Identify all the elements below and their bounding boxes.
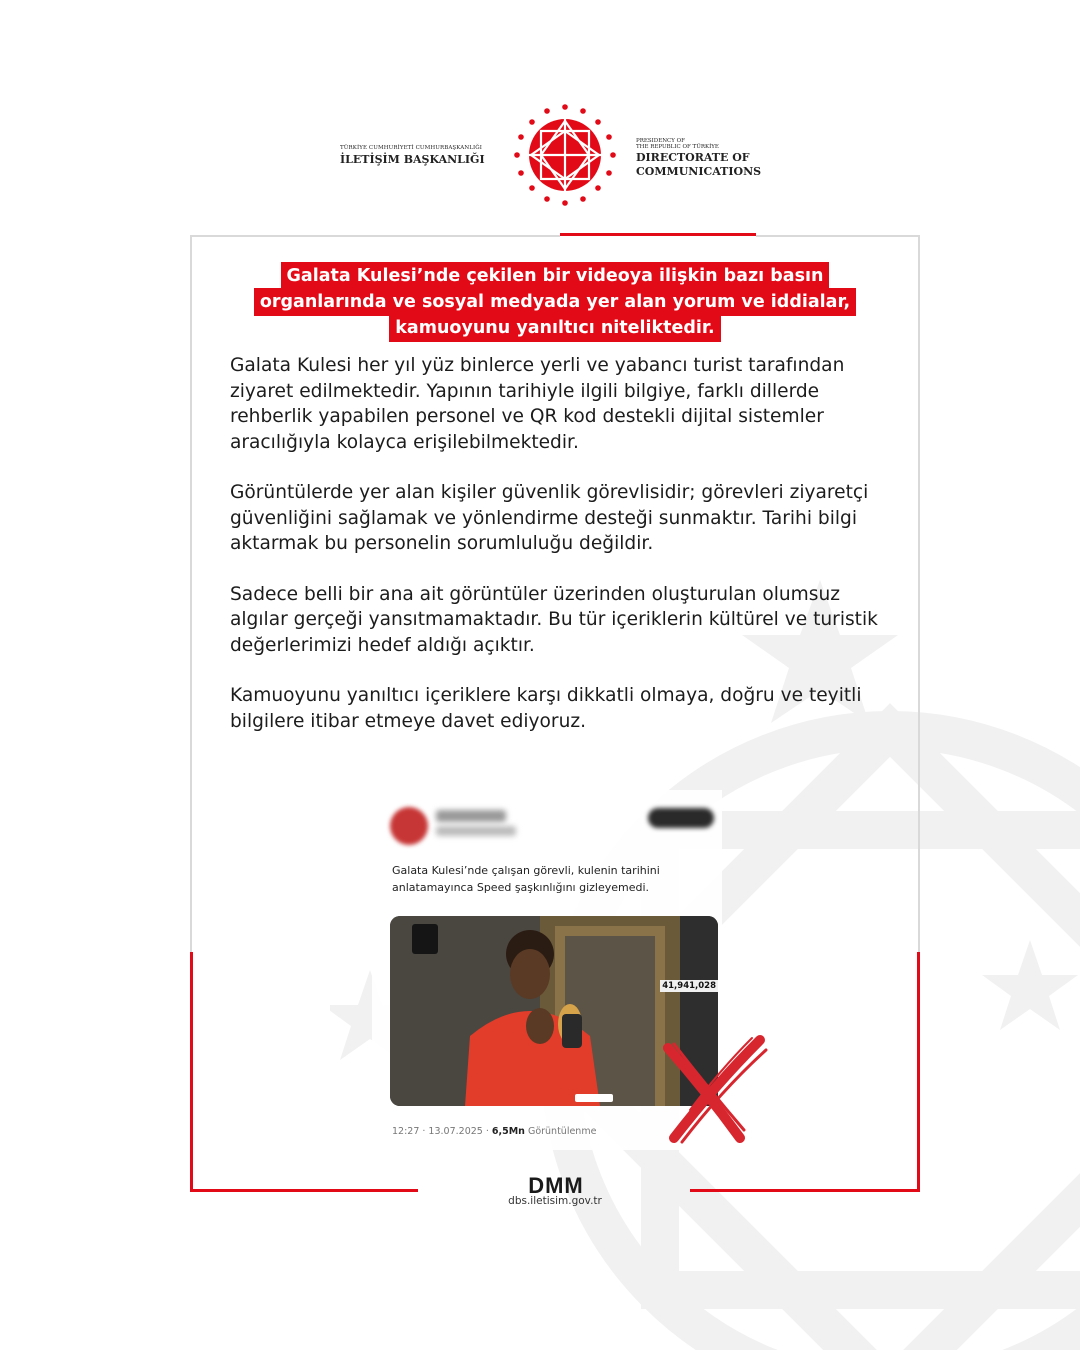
tweet-text-line-2: anlatamayınca Speed şaşkınlığını gizleyemedi. xyxy=(392,881,650,894)
frame-left xyxy=(190,235,192,955)
paragraph-4: Kamuoyunu yanıltıcı içeriklere karşı dikkatli olmaya, doğru ve teyitli bilgilere itibar etmeye davet ediyoruz. xyxy=(230,685,862,732)
footer-url: dbs.iletisim.gov.tr xyxy=(508,1195,602,1207)
paragraph-1: Galata Kulesi her yıl yüz binlerce yerli ve yabancı turist tarafından ziyaret edilmektedir. Yapının tarihiyle ilgili bilgiye, farklı dillerde rehberlik yapabilen personel ve QR kod destekli dijital sistemler aracılığıyla kolayca erişilebilmektedir. xyxy=(230,355,845,453)
headline-line-3: kamuoyunu yanıltıcı niteliktedir. xyxy=(389,314,720,342)
presidential-seal-icon xyxy=(510,100,620,210)
statement-body xyxy=(230,353,890,759)
paragraph-3: Sadece belli bir ana ait görüntüler üzerinden oluşturulan olumsuz algılar gerçeği yansıtmamaktadır. Bu tür içeriklerin kültürel ve turistik değerlerimizi hedef aldığı açıktır. xyxy=(230,583,878,656)
header-right-title-1: DIRECTORATE OF xyxy=(636,151,750,164)
headline xyxy=(200,262,910,340)
tweet-timestamp: 12:27 · 13.07.2025 · xyxy=(392,1126,492,1137)
false-claim-x-icon xyxy=(660,1030,770,1145)
frame-right-accent xyxy=(917,952,920,1192)
tweet-text-line-1: Galata Kulesi’nde çalışan görevli, kulenin tarihini xyxy=(392,864,660,877)
frame-left-accent xyxy=(190,952,193,1192)
tweet-handle-blurred xyxy=(436,826,516,836)
header-right-title-2: COMMUNICATIONS xyxy=(636,165,762,178)
frame-bottom-left-accent xyxy=(190,1189,418,1192)
directorate-wordmark xyxy=(636,138,806,178)
dmm-logo-text: DMM xyxy=(528,1174,584,1196)
header xyxy=(0,100,1080,220)
frame-top-left xyxy=(190,235,560,237)
headline-line-1: Galata Kulesi’nde çekilen bir videoya ilişkin bazı basın xyxy=(281,262,830,290)
dmm-logo xyxy=(506,1174,606,1196)
tweet-meta xyxy=(392,1126,596,1137)
frame-bottom-right-accent xyxy=(690,1189,920,1192)
iletisim-baskanligi-wordmark xyxy=(340,145,500,166)
video-view-counter: 41,941,028 xyxy=(662,981,716,991)
tweet-follow-button-blurred xyxy=(648,808,714,828)
tweet-author-blurred xyxy=(436,810,506,822)
tweet-view-count: 6,5Mn xyxy=(491,1126,525,1137)
header-right-small-2: THE REPUBLIC OF TÜRKİYE xyxy=(636,144,719,150)
header-left-small: TÜRKİYE CUMHURİYETİ CUMHURBAŞKANLIĞI xyxy=(340,145,483,151)
paragraph-2: Görüntülerde yer alan kişiler güvenlik görevlisidir; görevleri ziyaretçi güvenliğini sağlamak ve yönlendirme desteği sunmaktır. Tarihi bilgi aktarmak bu personelin sorumluluğu değildir. xyxy=(230,482,869,554)
header-left-title: İLETİŞİM BAŞKANLIĞI xyxy=(340,153,485,166)
headline-line-2: organlarında ve sosyal medyada yer alan yorum ve iddialar, xyxy=(254,288,856,316)
frame-top-right xyxy=(756,235,920,237)
tweet-views-label: Görüntülenme xyxy=(524,1126,597,1137)
tweet-text xyxy=(392,862,712,896)
tweet-avatar-blurred xyxy=(390,807,428,845)
frame-right xyxy=(918,235,920,955)
header-right-small-1: PRESIDENCY OF xyxy=(636,138,685,144)
frame-top-accent xyxy=(560,233,756,236)
